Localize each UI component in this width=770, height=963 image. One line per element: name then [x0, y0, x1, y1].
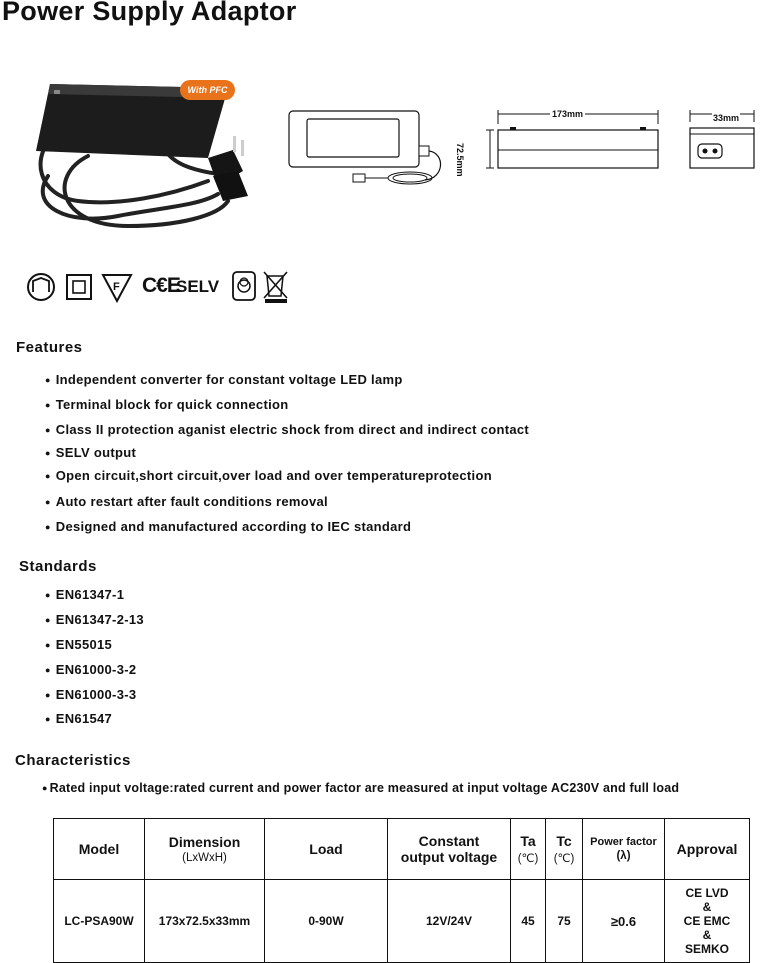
list-item: ● EN61347-1 [45, 587, 124, 602]
approval-line: & [702, 928, 712, 942]
approval-line: & [702, 900, 712, 914]
list-item: ● Class II protection aganist electric shock from direct and indirect contact [45, 422, 529, 437]
cell-power-factor: ≥0.6 [583, 880, 665, 963]
cell-model: LC-PSA90W [54, 880, 145, 963]
header-ta [511, 819, 546, 880]
list-item: ● EN61547 [45, 711, 112, 726]
header-tc [546, 819, 583, 880]
top-view-drawing [285, 108, 455, 190]
ce-mark: C€E [142, 274, 180, 297]
approval-line: SEMKO [684, 942, 729, 956]
list-item: ● EN55015 [45, 637, 112, 652]
header-pf-sub: (λ) [616, 850, 631, 862]
list-item: ● Independent converter for constant voltage LED lamp [45, 372, 403, 387]
table-row [54, 880, 750, 963]
table-header-row [54, 819, 750, 880]
header-tc-unit: (℃) [553, 853, 575, 865]
height-dimension: 72.5mm [455, 143, 465, 177]
standards-heading: Standards [19, 558, 97, 575]
cell-dimension: 173x72.5x33mm [145, 880, 265, 963]
product-photo [28, 76, 268, 236]
width-dimension: 33mm [713, 113, 740, 123]
spec-table [53, 818, 750, 963]
header-model: Model [54, 819, 145, 880]
svg-text:F: F [113, 281, 120, 293]
length-dimension: 173mm [552, 109, 584, 119]
characteristics-note: ● Rated input voltage:rated current and power factor are measured at input voltage AC230V and full load [42, 781, 679, 795]
header-voltage-line2: output voltage [400, 849, 498, 865]
header-dimension [145, 819, 265, 880]
selv-mark: SELV [176, 277, 220, 296]
characteristics-heading: Characteristics [15, 752, 131, 769]
list-item: ● Open circuit,short circuit,over load and over temperatureprotection [45, 468, 492, 483]
header-ta-label: Ta [520, 833, 536, 849]
header-voltage [388, 819, 511, 880]
list-item: ● SELV output [45, 445, 136, 460]
cell-ta: 45 [511, 880, 546, 963]
cell-load: 0-90W [265, 880, 388, 963]
header-power-factor [583, 819, 665, 880]
cell-tc: 75 [546, 880, 583, 963]
approval-line: CE EMC [683, 914, 731, 928]
header-load: Load [265, 819, 388, 880]
approval-line: CE LVD [685, 886, 729, 900]
cell-approval [665, 880, 750, 963]
header-pf-label: Power factor [590, 836, 657, 848]
list-item: ● EN61347-2-13 [45, 612, 144, 627]
header-dimension-sub: (LxWxH) [182, 852, 227, 864]
list-item: ● EN61000-3-2 [45, 662, 136, 677]
header-approval: Approval [665, 819, 750, 880]
list-item: ● Terminal block for quick connection [45, 397, 289, 412]
header-dimension-label: Dimension [168, 834, 241, 850]
features-heading: Features [16, 339, 83, 356]
header-voltage-line1: Constant [418, 833, 480, 849]
header-ta-unit: (℃) [517, 853, 539, 865]
pfc-badge: With PFC [180, 80, 235, 100]
cell-voltage: 12V/24V [388, 880, 511, 963]
page-title: Power Supply Adaptor [2, 0, 297, 26]
list-item: ● Auto restart after fault conditions removal [45, 494, 328, 509]
list-item: ● Designed and manufactured according to IEC standard [45, 519, 411, 534]
list-item: ● EN61000-3-3 [45, 687, 136, 702]
header-tc-label: Tc [556, 833, 572, 849]
